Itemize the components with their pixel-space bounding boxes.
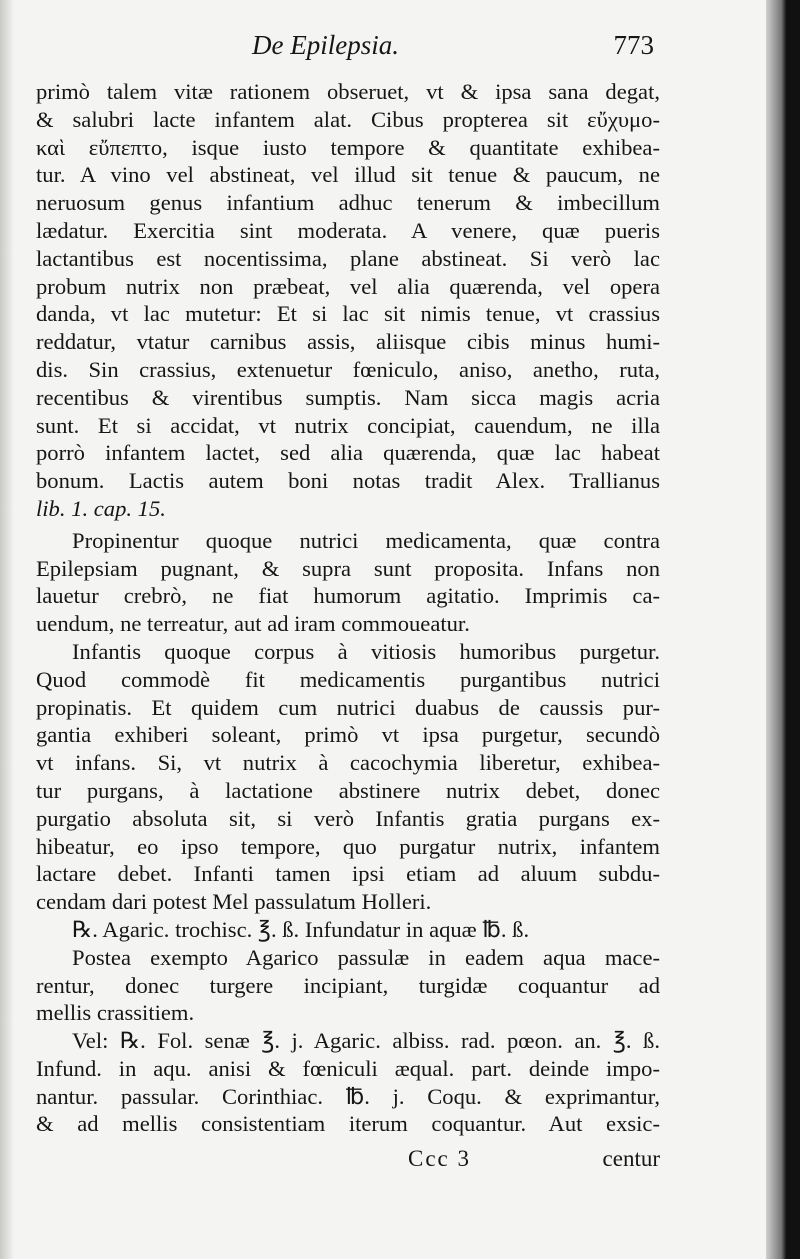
text-line: Epilepsiam pugnant, & supra sunt proposita. Infans non xyxy=(36,555,660,581)
text-line: nantur. passular. Corinthiac. ℔. j. Coqu. & exprimantur, xyxy=(36,1083,660,1109)
catchword: centur xyxy=(602,1146,660,1172)
text-line: tur purgans, à lactatione abstinere nutrix debet, donec xyxy=(36,777,660,803)
text-line: dis. Sin crassius, extenuetur fœniculo, aniso, anetho, ruta, xyxy=(36,356,660,382)
text-line: καὶ εὔπεπτο, isque iusto tempore & quantitate exhibea- xyxy=(36,134,660,160)
text-line: & ad mellis consistentiam iterum coquantur. Aut exsic- xyxy=(36,1111,660,1137)
text-line: bonum. Lactis autem boni notas tradit Alex. Trallianus xyxy=(36,468,660,494)
text-line: lactantibus est nocentissima, plane abstineat. Si verò lac xyxy=(36,245,660,271)
recipe-line: ℞. Agaric. trochisc. ℥. ß. Infundatur in aquæ ℔. ß. xyxy=(72,916,530,942)
text-block xyxy=(36,26,660,1178)
text-line: Quod commodè fit medicamentis purgantibus nutrici xyxy=(36,666,660,692)
text-line: lauetur crebrò, ne fiat humorum agitatio. Imprimis ca- xyxy=(36,583,660,609)
text-line: lactare debet. Infanti tamen ipsi etiam ad aluum subdu- xyxy=(36,861,660,887)
text-line: danda, vt lac mutetur: Et si lac sit nimis tenue, vt crassius xyxy=(36,301,660,327)
page-footer xyxy=(36,1144,660,1178)
text-line: & salubri lacte infantem alat. Cibus propterea sit εὔχυμο- xyxy=(36,106,660,132)
text-line: mellis crassitiem. xyxy=(36,1000,195,1026)
text-line: reddatur, vtatur carnibus assis, aliisque cibis minus humi- xyxy=(36,329,660,355)
text-line: Propinentur quoque nutrici medicamenta, quæ contra xyxy=(72,527,660,553)
text-line: cendam dari potest Mel passulatum Holleri. xyxy=(36,889,432,915)
running-head: De Epilepsia. xyxy=(252,30,399,60)
text-line: probum nutrix non præbeat, vel alia quærenda, vel opera xyxy=(36,273,660,299)
text-line: rentur, donec turgere incipiant, turgidæ coquantur ad xyxy=(36,972,660,998)
text-line: lædatur. Exercitia sint moderata. A venere, quæ pueris xyxy=(36,217,660,243)
text-line: gantia exhiberi soleant, primò vt ipsa purgetur, secundò xyxy=(36,722,660,748)
text-line: lib. 1. cap. 15. xyxy=(36,495,166,521)
paragraph xyxy=(36,638,660,916)
paragraph xyxy=(36,944,660,1027)
text-line: porrò infantem lactet, sed alia quærenda, quæ lac habeat xyxy=(36,440,660,466)
recipe xyxy=(36,1027,660,1138)
text-line: neruosum genus infantium adhuc tenerum & imbecillum xyxy=(36,190,660,216)
text-line: Postea exempto Agarico passulæ in eadem aqua mace- xyxy=(72,944,660,970)
paragraph xyxy=(36,78,660,523)
page-edge xyxy=(766,0,800,1259)
text-line: Infund. in aqu. anisi & fœniculi æqual. part. deinde impo- xyxy=(36,1055,660,1081)
text-line: hibeatur, eo ipso tempore, quo purgatur nutrix, infantem xyxy=(36,833,660,859)
recipe xyxy=(36,916,660,944)
gutter-shadow xyxy=(0,0,14,1259)
text-line: Infantis quoque corpus à vitiosis humoribus purgetur. xyxy=(72,638,660,664)
text-line: propinatis. Et quidem cum nutrici duabus de caussis pur- xyxy=(36,694,660,720)
page-header xyxy=(36,26,660,78)
text-line: primò talem vitæ rationem obseruet, vt & ipsa sana degat, xyxy=(36,79,660,104)
text-line: purgatio absoluta sit, si verò Infantis gratia purgans ex- xyxy=(36,805,660,831)
page-number: 773 xyxy=(613,30,654,60)
text-line: vt infans. Si, vt nutrix à cacochymia liberetur, exhibea- xyxy=(36,750,660,776)
paragraph xyxy=(36,527,660,638)
text-line: recentibus & virentibus sumptis. Nam sicca magis acria xyxy=(36,384,660,410)
text-line: tur. A vino vel abstineat, vel illud sit tenue & paucum, ne xyxy=(36,162,660,188)
signature-mark: Ccc 3 xyxy=(408,1146,472,1172)
text-line: sunt. Et si accidat, vt nutrix concipiat, cauendum, ne illa xyxy=(36,412,660,438)
recipe-line: Vel: ℞. Fol. senæ ℥. j. Agaric. albiss. rad. pœon. an. ℥. ß. xyxy=(72,1028,660,1054)
text-line: uendum, ne terreatur, aut ad iram commoueatur. xyxy=(36,611,470,637)
